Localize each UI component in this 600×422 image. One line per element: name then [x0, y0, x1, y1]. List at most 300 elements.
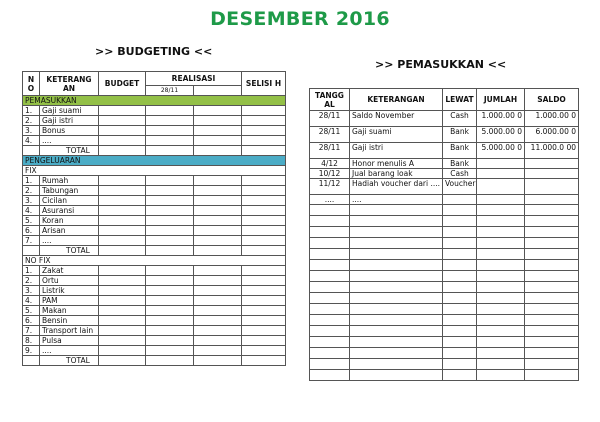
- empty-cell: [99, 356, 146, 366]
- empty-cell: [242, 266, 286, 276]
- empty-cell: [146, 346, 194, 356]
- empty-cell: [99, 286, 146, 296]
- empty-cell: [310, 260, 350, 271]
- keterangan-cell: Hadiah voucher dari ....: [350, 179, 443, 195]
- table-row: [23, 266, 286, 276]
- keterangan-cell: Honor menulis A: [350, 159, 443, 169]
- empty-cell: [23, 146, 40, 156]
- empty-cell: [525, 315, 579, 326]
- empty-row: [310, 271, 579, 282]
- row-number: 1.: [23, 176, 40, 186]
- lewat-cell: Voucher: [443, 179, 477, 195]
- empty-cell: [99, 326, 146, 336]
- empty-cell: [242, 276, 286, 286]
- row-number: 6.: [23, 226, 40, 236]
- row-number: 4.: [23, 296, 40, 306]
- empty-cell: [242, 336, 286, 346]
- row-label: Makan: [40, 306, 99, 316]
- empty-cell: [242, 306, 286, 316]
- empty-cell: [146, 106, 194, 116]
- empty-cell: [443, 227, 477, 238]
- section-header-pemasukkan: [23, 96, 286, 106]
- row-number: 5.: [23, 306, 40, 316]
- subsection-nofix: [23, 256, 286, 266]
- empty-cell: [146, 286, 194, 296]
- row-label: ....: [40, 136, 99, 146]
- row-label: Cicilan: [40, 196, 99, 206]
- empty-cell: [194, 226, 242, 236]
- empty-cell: [194, 326, 242, 336]
- empty-cell: [194, 146, 242, 156]
- empty-cell: [146, 216, 194, 226]
- table-row: [23, 236, 286, 246]
- empty-cell: [477, 370, 525, 381]
- empty-cell: [99, 126, 146, 136]
- empty-cell: [242, 356, 286, 366]
- total-label: TOTAL: [40, 356, 99, 366]
- empty-cell: [443, 293, 477, 304]
- empty-cell: [525, 205, 579, 216]
- empty-cell: [525, 238, 579, 249]
- row-label: Gaji istri: [40, 116, 99, 126]
- empty-cell: [477, 249, 525, 260]
- empty-cell: [99, 316, 146, 326]
- empty-cell: [350, 205, 443, 216]
- empty-cell: [525, 216, 579, 227]
- table-row: [23, 206, 286, 216]
- table-row: [310, 159, 579, 169]
- row-number: 3.: [23, 196, 40, 206]
- empty-row: [310, 304, 579, 315]
- empty-cell: [242, 246, 286, 256]
- empty-cell: [310, 359, 350, 370]
- col-budget-header: BUDGET: [99, 72, 146, 96]
- table-row: [310, 169, 579, 179]
- page-title: DESEMBER 2016: [210, 8, 390, 30]
- row-number: 4.: [23, 136, 40, 146]
- empty-cell: [477, 337, 525, 348]
- empty-cell: [443, 348, 477, 359]
- row-label: Zakat: [40, 266, 99, 276]
- section-label: PEMASUKKAN: [23, 96, 286, 106]
- empty-cell: [194, 276, 242, 286]
- empty-row: [310, 293, 579, 304]
- empty-cell: [146, 126, 194, 136]
- empty-cell: [350, 282, 443, 293]
- empty-row: [310, 238, 579, 249]
- empty-cell: [194, 356, 242, 366]
- row-number: 5.: [23, 216, 40, 226]
- empty-cell: [146, 116, 194, 126]
- row-label: Listrik: [40, 286, 99, 296]
- empty-row: [310, 359, 579, 370]
- empty-cell: [443, 370, 477, 381]
- row-number: 1.: [23, 266, 40, 276]
- empty-cell: [99, 266, 146, 276]
- jumlah-cell: 5.000.00 0: [477, 127, 525, 143]
- empty-cell: [477, 315, 525, 326]
- empty-cell: [194, 346, 242, 356]
- realisasi-date-header: 28/11: [146, 86, 194, 96]
- empty-cell: [194, 116, 242, 126]
- row-number: 2.: [23, 186, 40, 196]
- empty-cell: [23, 356, 40, 366]
- row-number: 7.: [23, 326, 40, 336]
- table-row: [23, 186, 286, 196]
- row-label: Pulsa: [40, 336, 99, 346]
- row-label: Tabungan: [40, 186, 99, 196]
- empty-cell: [242, 346, 286, 356]
- row-label: Bonus: [40, 126, 99, 136]
- table-row: [23, 106, 286, 116]
- empty-cell: [99, 136, 146, 146]
- empty-cell: [310, 304, 350, 315]
- empty-cell: [350, 216, 443, 227]
- empty-cell: [99, 146, 146, 156]
- empty-cell: [242, 116, 286, 126]
- empty-cell: [477, 348, 525, 359]
- empty-cell: [350, 271, 443, 282]
- total-row: [23, 356, 286, 366]
- empty-cell: [99, 106, 146, 116]
- empty-cell: [99, 206, 146, 216]
- section-header-pengeluaran: [23, 156, 286, 166]
- jumlah-cell: [477, 179, 525, 195]
- empty-cell: [242, 216, 286, 226]
- empty-row: [310, 348, 579, 359]
- empty-cell: [525, 227, 579, 238]
- empty-cell: [242, 126, 286, 136]
- table-row: [23, 226, 286, 236]
- table-row: [23, 126, 286, 136]
- empty-cell: [477, 282, 525, 293]
- empty-cell: [350, 326, 443, 337]
- total-label: TOTAL: [40, 246, 99, 256]
- table-row: [23, 326, 286, 336]
- empty-cell: [194, 296, 242, 306]
- row-number: 1.: [23, 106, 40, 116]
- row-number: 4.: [23, 206, 40, 216]
- saldo-cell: 11.000.0 00: [525, 143, 579, 159]
- col-realisasi-header: REALISASI: [146, 72, 242, 86]
- empty-cell: [242, 196, 286, 206]
- empty-cell: [194, 216, 242, 226]
- empty-cell: [242, 316, 286, 326]
- empty-cell: [310, 227, 350, 238]
- table-row: [310, 143, 579, 159]
- empty-cell: [194, 266, 242, 276]
- empty-cell: [443, 271, 477, 282]
- budgeting-table: [22, 71, 286, 366]
- empty-cell: [310, 216, 350, 227]
- empty-cell: [146, 196, 194, 206]
- table-row: [23, 176, 286, 186]
- row-label: PAM: [40, 296, 99, 306]
- empty-cell: [99, 226, 146, 236]
- empty-cell: [525, 348, 579, 359]
- lewat-cell: [443, 195, 477, 205]
- col-keterangan-header: KETERANG AN: [40, 72, 99, 96]
- empty-cell: [350, 315, 443, 326]
- empty-cell: [194, 136, 242, 146]
- empty-cell: [242, 326, 286, 336]
- table-row: [310, 195, 579, 205]
- empty-cell: [99, 276, 146, 286]
- empty-cell: [99, 346, 146, 356]
- realisasi-blank-header: [194, 86, 242, 96]
- empty-cell: [242, 176, 286, 186]
- section-label: PENGELUARAN: [23, 156, 286, 166]
- empty-cell: [146, 246, 194, 256]
- col-tanggal-header: TANGG AL: [310, 89, 350, 111]
- empty-cell: [194, 336, 242, 346]
- empty-row: [310, 260, 579, 271]
- empty-cell: [194, 306, 242, 316]
- empty-cell: [443, 205, 477, 216]
- empty-cell: [525, 326, 579, 337]
- lewat-cell: Bank: [443, 143, 477, 159]
- empty-cell: [146, 326, 194, 336]
- empty-cell: [525, 249, 579, 260]
- tanggal-cell: 11/12: [310, 179, 350, 195]
- lewat-cell: Cash: [443, 169, 477, 179]
- empty-cell: [477, 304, 525, 315]
- empty-row: [310, 205, 579, 216]
- empty-cell: [99, 196, 146, 206]
- empty-cell: [443, 282, 477, 293]
- empty-row: [310, 315, 579, 326]
- empty-row: [310, 227, 579, 238]
- table-row: [310, 179, 579, 195]
- empty-cell: [194, 236, 242, 246]
- table-row: [23, 276, 286, 286]
- empty-cell: [350, 249, 443, 260]
- empty-cell: [242, 286, 286, 296]
- table-row: [23, 346, 286, 356]
- total-row: [23, 246, 286, 256]
- empty-cell: [242, 226, 286, 236]
- empty-cell: [99, 296, 146, 306]
- pemasukkan-table: [309, 88, 579, 381]
- empty-cell: [146, 316, 194, 326]
- tanggal-cell: 28/11: [310, 143, 350, 159]
- empty-cell: [310, 370, 350, 381]
- empty-cell: [477, 326, 525, 337]
- empty-row: [310, 370, 579, 381]
- empty-cell: [146, 306, 194, 316]
- empty-cell: [525, 359, 579, 370]
- keterangan-cell: Gaji suami: [350, 127, 443, 143]
- empty-cell: [99, 246, 146, 256]
- row-label: Asuransi: [40, 206, 99, 216]
- empty-row: [310, 282, 579, 293]
- empty-row: [310, 216, 579, 227]
- empty-cell: [99, 336, 146, 346]
- empty-cell: [146, 266, 194, 276]
- saldo-cell: 6.000.00 0: [525, 127, 579, 143]
- empty-cell: [350, 359, 443, 370]
- jumlah-cell: [477, 169, 525, 179]
- row-number: 2.: [23, 116, 40, 126]
- jumlah-cell: [477, 159, 525, 169]
- saldo-cell: 1.000.00 0: [525, 111, 579, 127]
- empty-cell: [99, 216, 146, 226]
- jumlah-cell: 1.000.00 0: [477, 111, 525, 127]
- empty-cell: [146, 186, 194, 196]
- empty-cell: [242, 296, 286, 306]
- empty-cell: [443, 315, 477, 326]
- row-label: ....: [40, 346, 99, 356]
- table-row: [23, 296, 286, 306]
- empty-cell: [350, 238, 443, 249]
- empty-cell: [443, 216, 477, 227]
- empty-cell: [350, 337, 443, 348]
- empty-cell: [443, 249, 477, 260]
- empty-cell: [477, 359, 525, 370]
- empty-cell: [99, 236, 146, 246]
- empty-cell: [350, 348, 443, 359]
- jumlah-cell: 5.000.00 0: [477, 143, 525, 159]
- empty-cell: [242, 236, 286, 246]
- empty-cell: [242, 106, 286, 116]
- empty-cell: [242, 136, 286, 146]
- subsection-fix: [23, 166, 286, 176]
- empty-cell: [443, 260, 477, 271]
- empty-cell: [443, 337, 477, 348]
- empty-cell: [242, 206, 286, 216]
- empty-cell: [477, 227, 525, 238]
- empty-cell: [99, 186, 146, 196]
- empty-cell: [194, 196, 242, 206]
- col-lewat-header: LEWAT: [443, 89, 477, 111]
- empty-cell: [146, 176, 194, 186]
- tanggal-cell: 28/11: [310, 111, 350, 127]
- empty-cell: [194, 206, 242, 216]
- tanggal-cell: 28/11: [310, 127, 350, 143]
- empty-cell: [194, 186, 242, 196]
- total-label: TOTAL: [40, 146, 99, 156]
- empty-cell: [99, 176, 146, 186]
- empty-cell: [146, 226, 194, 236]
- budgeting-heading: >> BUDGETING <<: [95, 45, 213, 58]
- row-number: 6.: [23, 316, 40, 326]
- row-number: 8.: [23, 336, 40, 346]
- empty-cell: [99, 116, 146, 126]
- empty-cell: [194, 126, 242, 136]
- col-no-header: N O: [23, 72, 40, 96]
- empty-cell: [242, 146, 286, 156]
- row-label: Ortu: [40, 276, 99, 286]
- empty-cell: [146, 336, 194, 346]
- empty-cell: [477, 238, 525, 249]
- empty-cell: [146, 276, 194, 286]
- empty-cell: [477, 293, 525, 304]
- row-number: 2.: [23, 276, 40, 286]
- empty-cell: [194, 286, 242, 296]
- subsection-label: FIX: [23, 166, 286, 176]
- empty-cell: [477, 205, 525, 216]
- row-label: Transport lain: [40, 326, 99, 336]
- keterangan-cell: Gaji istri: [350, 143, 443, 159]
- pemasukkan-heading: >> PEMASUKKAN <<: [375, 58, 507, 71]
- table-row: [23, 196, 286, 206]
- keterangan-cell: Saldo November: [350, 111, 443, 127]
- empty-cell: [194, 246, 242, 256]
- table-row: [23, 136, 286, 146]
- empty-cell: [443, 326, 477, 337]
- table-row: [310, 127, 579, 143]
- empty-cell: [350, 370, 443, 381]
- lewat-cell: Bank: [443, 159, 477, 169]
- empty-cell: [477, 260, 525, 271]
- empty-cell: [525, 337, 579, 348]
- col-selisih-header: SELISI H: [242, 72, 286, 96]
- col-saldo-header: SALDO: [525, 89, 579, 111]
- keterangan-cell: Jual barang loak: [350, 169, 443, 179]
- empty-cell: [310, 348, 350, 359]
- empty-cell: [443, 238, 477, 249]
- tanggal-cell: 10/12: [310, 169, 350, 179]
- empty-cell: [443, 304, 477, 315]
- empty-cell: [443, 359, 477, 370]
- empty-cell: [350, 260, 443, 271]
- empty-row: [310, 337, 579, 348]
- empty-cell: [310, 315, 350, 326]
- empty-cell: [242, 186, 286, 196]
- empty-cell: [310, 238, 350, 249]
- empty-cell: [525, 370, 579, 381]
- total-row: [23, 146, 286, 156]
- row-number: 7.: [23, 236, 40, 246]
- row-label: ....: [40, 236, 99, 246]
- saldo-cell: [525, 159, 579, 169]
- empty-row: [310, 326, 579, 337]
- empty-cell: [525, 271, 579, 282]
- table-row: [23, 306, 286, 316]
- empty-cell: [350, 304, 443, 315]
- empty-cell: [525, 293, 579, 304]
- saldo-cell: [525, 195, 579, 205]
- empty-cell: [310, 337, 350, 348]
- lewat-cell: Cash: [443, 111, 477, 127]
- table-row: [23, 336, 286, 346]
- empty-cell: [350, 227, 443, 238]
- empty-cell: [146, 236, 194, 246]
- table-row: [23, 316, 286, 326]
- empty-cell: [525, 260, 579, 271]
- empty-cell: [525, 282, 579, 293]
- saldo-cell: [525, 169, 579, 179]
- row-label: Gaji suami: [40, 106, 99, 116]
- empty-cell: [310, 205, 350, 216]
- empty-cell: [350, 293, 443, 304]
- row-number: 9.: [23, 346, 40, 356]
- tanggal-cell: 4/12: [310, 159, 350, 169]
- col-jumlah-header: JUMLAH: [477, 89, 525, 111]
- row-label: Arisan: [40, 226, 99, 236]
- row-number: 3.: [23, 286, 40, 296]
- table-row: [23, 286, 286, 296]
- empty-cell: [310, 249, 350, 260]
- empty-cell: [194, 106, 242, 116]
- empty-row: [310, 249, 579, 260]
- empty-cell: [310, 282, 350, 293]
- row-label: Bensin: [40, 316, 99, 326]
- empty-cell: [525, 304, 579, 315]
- empty-cell: [194, 316, 242, 326]
- row-label: Rumah: [40, 176, 99, 186]
- table-row: [23, 216, 286, 226]
